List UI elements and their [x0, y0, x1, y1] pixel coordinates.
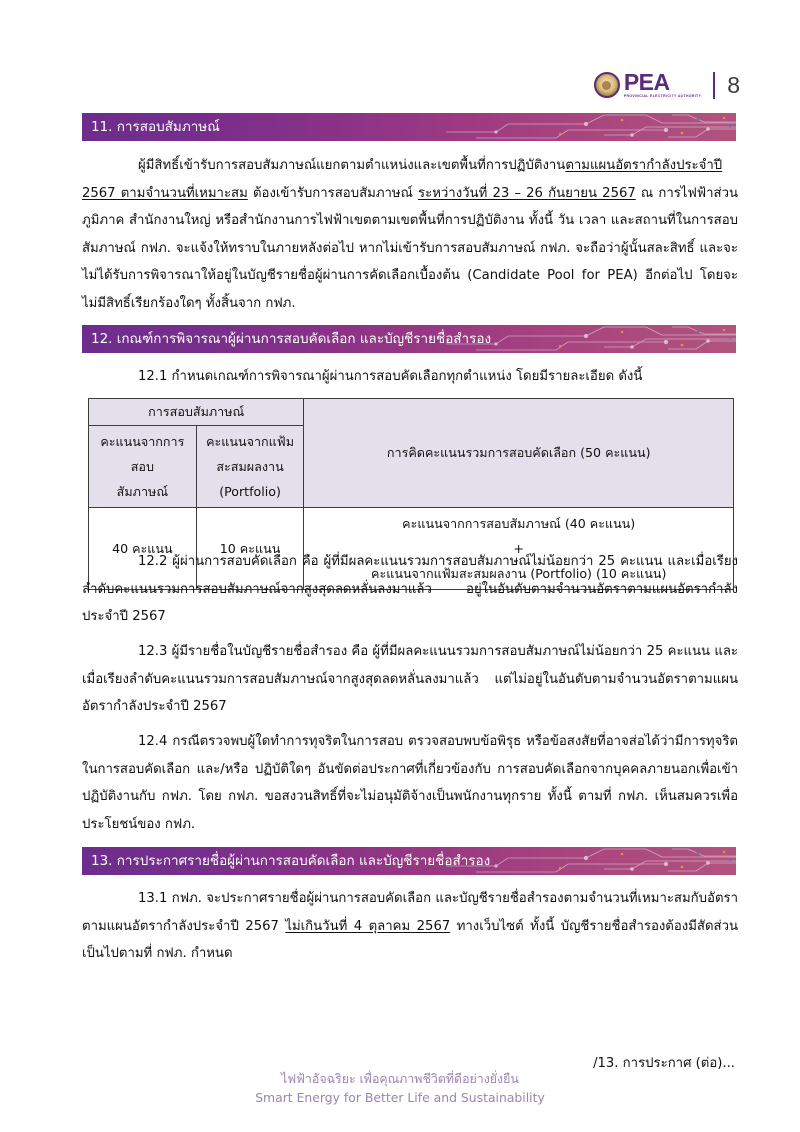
cell-interview-points: 40 คะแนน — [89, 508, 197, 590]
run-text-underlined: ระหว่างวันที่ 23 – 26 กันยายน 2567 — [418, 185, 636, 201]
table-group-header-interview: การสอบสัมภาษณ์ — [89, 399, 304, 426]
header-line: (Portfolio) — [219, 484, 281, 499]
pea-seal-icon — [594, 72, 620, 98]
paragraph-13-1 — [82, 885, 738, 968]
header-line: สัมภาษณ์ — [116, 484, 169, 499]
run-text-underlined: ไม่เกินวันที่ 4 ตุลาคม 2567 — [285, 918, 451, 934]
run-text: 13.1 กฟภ. จะประกาศรายชื่อผู้ผ่านการสอบคัดเลือก และบัญชีรายชื่อสำรองตามจำนวนที่เหมาะสมกับอัตราตามแผนอัตรากำลังประจำปี 2567 — [82, 891, 738, 934]
run-text: ณ การไฟฟ้าส่วนภูมิภาค สำนักงานใหญ่ หรือสำนักงานการไฟฟ้าเขตตามเขตพื้นที่การปฏิบัติงาน ทั้งนี้ วัน เวลา และสถานที่ในการสอบสัมภาษณ์ กฟภ. จะแจ้งให้ทราบในภายหลังต่อไป หากไม่เข้ารับการสอบสัมภาษณ์ กฟภ. จะถือว่าผู้นั้นสละสิทธิ์ และจะไม่ได้รับการพิจารณาให้อยู่ในบัญชีรายชื่อผู้ผ่านการคัดเลือกเบื้องต้น (Candidate Pool for PEA) อีกต่อไป โดยจะไม่มีสิทธิ์เรียกร้องใดๆ ทั้งสิ้นจาก กฟภ. — [82, 185, 738, 311]
formula-line: คะแนนจากแฟ้มสะสมผลงาน (Portfolio) (10 คะแนน) — [371, 566, 667, 581]
run-text: 12.4 กรณีตรวจพบผู้ใดทำการทุจริตในการสอบ ตรวจสอบพบข้อพิรุธ หรือข้อสงสัยที่อาจส่อได้ว่ามีการทุจริตในการสอบคัดเลือก และ/หรือ ปฏิบัติใดๆ อันขัดต่อประกาศที่เกี่ยวข้องกับ การสอบคัดเลือกจากบุคคลภายนอกเพื่อเข้าปฏิบัติงานกับ กฟภ. โดย กฟภ. ขอสงวนสิทธิ์ที่จะไม่อนุมัติจ้างเป็นพนักงานทุกราย ทั้งนี้ ตามที่ กฟภ. เห็นสมควรเพื่อประโยชน์ของ กฟภ. — [82, 734, 738, 832]
pea-logo-text: PEA — [623, 69, 670, 96]
run-text-underlined: ตามแผนอัตรากำลังประจำปี 2567 ตามจำนวนที่เหมาะสม — [82, 158, 723, 201]
paragraph-12-4 — [82, 728, 738, 838]
continued-note: /13. การประกาศ (ต่อ)... — [593, 1056, 735, 1071]
section-banner-label: 12. เกณฑ์การพิจารณาผู้ผ่านการสอบคัดเลือก และบัญชีรายชื่อสำรอง — [91, 331, 492, 347]
paragraph-12-1 — [82, 363, 738, 391]
run-text: 12.2 ผู้ผ่านการสอบคัดเลือก คือ ผู้ที่มีผลคะแนนรวมการสอบสัมภาษณ์ไม่น้อยกว่า 25 คะแนน และเมื่อเรียงลำดับคะแนนรวมการสอบสัมภาษณ์จากสูงสุดลดหลั่นลงมาแล้ว อยู่ในอันดับตามจำนวนอัตราตามแผนอัตรากำลังประจำปี 2567 — [82, 554, 738, 624]
paragraph-12-2 — [82, 548, 738, 631]
section-banner-12 — [82, 325, 736, 353]
header-line: คะแนนจากแฟ้มสะสมผลงาน — [206, 434, 295, 474]
run-text: ทางเว็บไซต์ ทั้งนี้ บัญชีรายชื่อสำรองต้องมีสัดส่วนเป็นไปตามที่ กฟภ. กำหนด — [82, 918, 739, 961]
section-banner-label: 13. การประกาศรายชื่อผู้ผ่านการสอบคัดเลือก และบัญชีรายชื่อสำรอง — [91, 853, 491, 869]
run-text: ผู้มีสิทธิ์เข้ารับการสอบสัมภาษณ์แยกตามตำแหน่งและเขตพื้นที่การปฏิบัติงาน — [138, 158, 566, 173]
section-banner-label: 11. การสอบสัมภาษณ์ — [91, 119, 220, 135]
table-head — [89, 399, 734, 508]
header-divider — [713, 72, 715, 99]
section-banner-11 — [82, 113, 736, 141]
cell-portfolio-points: 10 คะแนน — [196, 508, 304, 590]
footer-tagline — [0, 1069, 800, 1107]
pea-wordmark — [624, 71, 701, 98]
table-header-interview-score — [89, 426, 197, 508]
header-line: คะแนนจากการสอบ — [100, 434, 185, 474]
run-text: 12.3 ผู้มีรายชื่อในบัญชีรายชื่อสำรอง คือ ผู้ที่มีผลคะแนนรวมการสอบสัมภาษณ์ไม่น้อยกว่า 25 คะแนน และเมื่อเรียงลำดับคะแนนรวมการสอบสัมภาษณ์จากสูงสุดลดหลั่นลงมาแล้ว แต่ไม่อยู่ในอันดับตามจำนวนอัตราตามแผนอัตรากำลังประจำปี 2567 — [82, 644, 738, 714]
run-text: 12.1 กำหนดเกณฑ์การพิจารณาผู้ผ่านการสอบคัดเลือกทุกตำแหน่ง โดยมีรายละเอียด ดังนี้ — [138, 369, 643, 384]
paragraph-11-1 — [82, 152, 738, 317]
paragraph-12-3 — [82, 638, 738, 721]
formula-line: + — [513, 541, 524, 556]
footer-tagline-thai: ไฟฟ้าอัจฉริยะ เพื่อคุณภาพชีวิตที่ดีอย่างยั่งยืน — [281, 1071, 519, 1086]
pea-logo — [594, 71, 701, 98]
run-text: ต้องเข้ารับการสอบสัมภาษณ์ — [247, 185, 419, 201]
page-number: 8 — [727, 71, 740, 98]
footer-tagline-english: Smart Energy for Better Life and Sustainability — [255, 1090, 545, 1105]
table-header-total-score: การคิดคะแนนรวมการสอบคัดเลือก (50 คะแนน) — [304, 399, 734, 508]
table-header-row-group — [89, 399, 734, 426]
formula-line: คะแนนจากการสอบสัมภาษณ์ (40 คะแนน) — [402, 516, 636, 531]
page-header — [594, 68, 740, 102]
pea-logo-subtitle: PROVINCIAL ELECTRICITY AUTHORITY — [623, 94, 702, 99]
table-header-portfolio-score — [196, 426, 304, 508]
section-banner-13 — [82, 847, 736, 875]
